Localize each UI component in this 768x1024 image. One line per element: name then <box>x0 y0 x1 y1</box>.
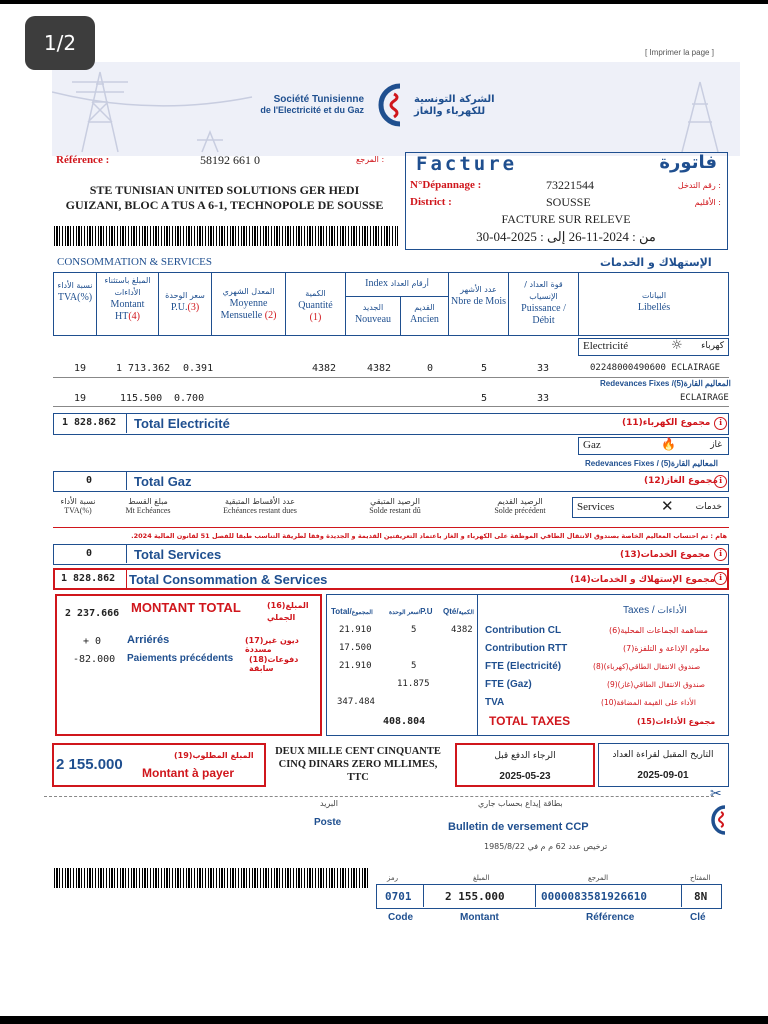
ccp-code-label: Code <box>388 912 413 923</box>
services-col-ech: عدد الأقساط المتبقية Echéances restant dues <box>223 497 297 515</box>
info-icon: ℹ <box>714 572 727 585</box>
poste-label-ar: البريد <box>320 799 338 808</box>
company-name-ar: الشركة التونسية للكهرباء والغاز <box>414 94 495 117</box>
col-quantite: الكمية Quantité (1) <box>298 289 333 323</box>
flame-icon: 🔥 <box>661 437 676 451</box>
notice-text: هام : تم احتساب المعاليم الخاصة بصندوق الانتقال الطاقي الموظفة على الكهرباء و الغاز باعتماد التعريفتين القديمة و الجديدة وفقا لطريقة التناسب طبقا للفصل 51 لقانون المالية 2024. <box>131 532 727 540</box>
reference-label-ar: المرجع : <box>356 155 385 164</box>
next-reading-box: التاريخ المقبل لقراءة العداد 2025-09-01 <box>598 743 729 787</box>
taxes-title: Taxes / الأداءات <box>623 605 687 616</box>
depannage-label-ar: رقم التدخل : <box>677 181 721 190</box>
total-gaz-row: 0 Total Gaz مجموع الغاز(12) <box>53 471 729 492</box>
col-puissance: قوة العداد / الإنسياب Puissance / Débit <box>521 280 566 326</box>
invoice-page: 1/2 [ Imprimer la page ] Société Tunisienne de l'Electricité et du Gaz الشركة التونسية للكهرباء والغاز Référence : 58192 661 0 المرجع : STE TUNISIAN UNITED SOLUTIONS GER HEDI GUIZANI, BLOC A TUS A 6-1, TECHNOPOLE DE SOUSSE Facture فاتورة N°Dépannage : 73221544 رقم التدخل : District : SOUSSE الأقليم : FACTURE SUR RELEVE من : 2024-11-26 إلى : 2025-04-30 CONSOMMATION & SERVICES الإستهلاك و الخدمات نسبة الأداء TVA(%) المبلغ باستثناء الأداءات Montant HT(4) سعر الوحدة P.U.(3) المعدل الشهري Moyenne Mensuelle (2) الكمية Quantité (1) Index أرقام العداد الجديد Nouveau القديم Ancien عدد الأشهر Nbre de Mois قوة العداد / الإنسياب Puissance / Débit البيانات Libellés Electricité ☼ كهرباء 19 1 713.362 0.391 4382 4382 0 5 33 02248000490600 ECLAIRAGE Redevances Fixes /(5)المعاليم القارة 19 115.500 0.700 5 33 ECLAIRAGE 1 828.862 Total Electricité مجموع الكهرباء(11) ℹ Gaz 🔥 غاز Redevances Fixes / (5)المعاليم القارة 0 Total Gaz مجموع الغاز(12) ℹ نسبة الأداء TVA(%) مبلغ القسط Mt Echéances عدد الأقساط المتبقية Echéances restant dues الرصيد المتبقي Solde restant dû الرصيد القديم Solde précédent Services ✕ خدمات هام : تم احتساب المعاليم الخاصة بصندوق الانتقال الطاقي الموظفة على الكهرباء و الغاز باعتماد التعريفتين القديمة و الجديدة وفقا لطريقة التناسب طبقا للفصل 51 لقانون المالية 2024. 0 Total Services مجموع الخدمات(13) ℹ 1 828.862 Total Consommation & Services مجموع الإستهلاك و الخدمات(14) ℹ 2 237.666 MONTANT TOTAL (16)المبلغ الجملي + 0 Arriérés (17)ديون غير مسددة -82.000 Paiements précédents (18)دفوعات سابقة Total/المجموع سعر الوحدة/P.U Qté/الكمية Taxes / الأداءات 21.910 5 4382 Contribution CL مساهمة الجماعات المحلية(6) 17.500 Contribution RTT معلوم الإذاعة و التلفزة(7) 21.910 5 FTE (Electricité) صندوق الانتقال الطاقي(كهرباء)(8) 11.875 FTE (Gaz) صندوق الانتقال الطاقي(غاز)(9) 347.484 TVA الأداء على القيمة المضافة(10) 408.804 TOTAL TAXES مجموع الأداءات(15) 2 155.000 (19)المبلغ المطلوب Montant à payer DEUX MILLE CENT CINQUANTE CINQ DINARS ZERO MLLIMES, TTC الرجاء الدفع قبل 2025-05-23 التاريخ المقبل لقراءة العداد 2025-09-01 ✂ البريد Poste بطاقة إيداع بحساب جاري Bulletin de versement CCP ترخيص عدد 62 م م في 1985/8/22 رمز المبلغ المرجع المفتاح 0701 2 155.000 0000083581926610 8N Code Montant Référence Clé <box>0 4 768 1016</box>
invoice-info-box <box>405 152 728 250</box>
info-icon: ℹ <box>714 548 727 561</box>
invoice-title-ar: فاتورة <box>659 152 717 173</box>
col-montant-ht: المبلغ باستثناء الأداءات Montant HT(4) <box>104 276 151 322</box>
district-label-ar: الأقليم : <box>694 198 721 207</box>
print-link[interactable]: [ Imprimer la page ] <box>645 48 714 57</box>
services-label-box: Services ✕ خدمات <box>572 497 729 518</box>
taxes-col-pu: سعر الوحدة/P.U <box>389 607 433 616</box>
taxes-box: Total/المجموع سعر الوحدة/P.U Qté/الكمية Taxes / الأداءات 21.910 5 4382 Contribution CL مساهمة الجماعات المحلية(6) 17.500 Contribution RTT معلوم الإذاعة و التلفزة(7) 21.910 5 FTE (Electricité) صندوق الانتقال الطاقي(كهرباء)(8) 11.875 FTE (Gaz) صندوق الانتقال الطاقي(غاز)(9) 347.484 TVA الأداء على القيمة المضافة(10) 408.804 TOTAL TAXES مجموع الأداءات(15) <box>326 594 729 736</box>
tools-icon: ✕ <box>661 497 674 515</box>
ccp-cle: 8N <box>694 890 708 903</box>
ccp-code: 0701 <box>385 890 412 903</box>
reference-value: 58192 661 0 <box>200 153 260 167</box>
district-label: District : <box>410 196 452 208</box>
due-date: 2025-05-23 <box>499 771 551 782</box>
amount-due-value: 2 155.000 <box>56 756 123 773</box>
invoice-period: من : 2024-11-26 إلى : 2025-04-30 <box>476 229 656 244</box>
col-moyenne: المعدل الشهري Moyenne Mensuelle (2) <box>220 287 277 321</box>
electricite-label-box: Electricité ☼ كهرباء <box>578 338 729 356</box>
next-reading-date: 2025-09-01 <box>637 770 689 781</box>
invoice-type: FACTURE SUR RELEVE <box>501 212 631 226</box>
payment-barcode <box>54 868 370 888</box>
client-address: STE TUNISIAN UNITED SOLUTIONS GER HEDI GUIZANI, BLOC A TUS A 6-1, TECHNOPOLE DE SOUSSE <box>65 183 384 212</box>
info-icon: ℹ <box>714 475 727 488</box>
gaz-redevances-label: Redevances Fixes / (5)المعاليم القارة <box>585 459 719 468</box>
ccp-montant-label: Montant <box>460 912 499 923</box>
cut-line <box>44 796 714 797</box>
district-value: SOUSSE <box>546 195 591 209</box>
ccp-label: Bulletin de versement CCP <box>448 821 589 833</box>
ccp-montant: 2 155.000 <box>445 890 505 903</box>
header-banner <box>52 62 740 156</box>
amount-in-words: DEUX MILLE CENT CINQUANTE CINQ DINARS ZERO MLLIMES, TTC <box>275 746 441 783</box>
col-libelles: البيانات Libellés <box>637 291 671 313</box>
summary-box: 2 237.666 MONTANT TOTAL (16)المبلغ الجملي + 0 Arriérés (17)ديون غير مسددة -82.000 Paiements précédents (18)دفوعات سابقة <box>55 594 322 736</box>
company-name-fr: Société Tunisienne de l'Electricité et du Gaz <box>260 94 364 115</box>
depannage-label: N°Dépannage : <box>410 179 482 191</box>
services-col-mt: مبلغ القسط Mt Echéances <box>125 497 171 515</box>
invoice-title-fr: Facture <box>416 153 518 175</box>
ccp-fields <box>376 884 722 909</box>
col-index: Index أرقام العداد <box>365 278 429 289</box>
section-title-ar: الإستهلاك و الخدمات <box>600 256 712 269</box>
col-ancien: القديم Ancien <box>410 303 439 325</box>
page-indicator: 1/2 <box>25 16 95 70</box>
info-icon: ℹ <box>714 417 727 430</box>
col-tva: نسبة الأداء TVA(%) <box>57 281 93 303</box>
bulb-icon: ☼ <box>671 338 683 353</box>
steg-logo <box>370 82 410 128</box>
ccp-label-ar: بطاقة إيداع بحساب جاري <box>478 799 563 808</box>
reference-label: Référence : <box>56 154 110 166</box>
services-col-solde-prec: الرصيد القديم Solde précédent <box>494 497 546 515</box>
total-consommation-row: 1 828.862 Total Consommation & Services مجموع الإستهلاك و الخدمات(14) <box>53 568 729 590</box>
amount-due-box: 2 155.000 (19)المبلغ المطلوب Montant à payer <box>52 743 266 787</box>
ccp-reference-label: Référence <box>586 912 635 923</box>
col-mois: عدد الأشهر Nbre de Mois <box>451 285 506 307</box>
taxes-col-total: Total/المجموع <box>331 607 373 616</box>
client-barcode <box>54 226 398 246</box>
steg-small-logo <box>708 804 730 836</box>
services-col-tva: نسبة الأداء TVA(%) <box>60 497 96 515</box>
poste-label: Poste <box>314 817 342 828</box>
col-pu: سعر الوحدة P.U.(3) <box>165 291 205 313</box>
redevances-label: Redevances Fixes /(5)المعاليم القارة <box>600 379 731 388</box>
ccp-reference: 0000083581926610 <box>541 890 647 903</box>
taxes-col-qte: Qté/الكمية <box>443 607 474 616</box>
license-text: ترخيص عدد 62 م م في 1985/8/22 <box>484 842 608 851</box>
total-services-row: 0 Total Services مجموع الخدمات(13) <box>53 544 729 565</box>
services-col-solde-restant: الرصيد المتبقي Solde restant dû <box>369 497 421 515</box>
section-title-fr: CONSOMMATION & SERVICES <box>57 256 212 268</box>
depannage-value: 73221544 <box>546 178 594 192</box>
due-date-box: الرجاء الدفع قبل 2025-05-23 <box>455 743 595 787</box>
ccp-cle-label: Clé <box>690 912 706 923</box>
total-electricite-row: 1 828.862 Total Electricité مجموع الكهرباء(11) <box>53 413 729 435</box>
scissors-icon: ✂ <box>710 786 722 802</box>
col-nouveau: الجديد Nouveau <box>354 303 392 325</box>
gaz-label-box: Gaz 🔥 غاز <box>578 437 729 455</box>
